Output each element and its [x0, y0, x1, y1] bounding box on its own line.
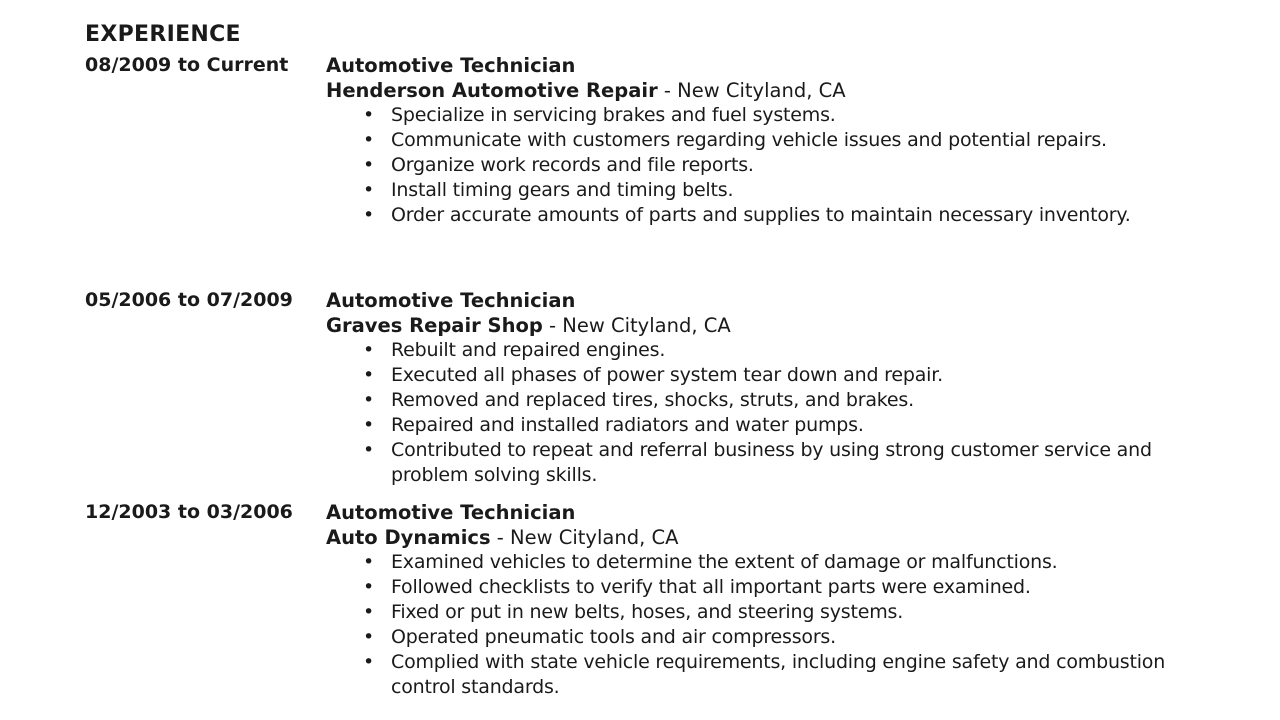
job-company-line [326, 313, 1226, 338]
duty-item: • Repaired and installed radiators and water pumps. [391, 413, 1226, 438]
job-dates: 08/2009 to Current [85, 54, 289, 76]
duty-item: • Removed and replaced tires, shocks, struts, and brakes. [391, 388, 1226, 413]
duties-list [326, 103, 1226, 228]
duty-item: • Order accurate amounts of parts and supplies to maintain necessary inventory. [391, 203, 1191, 228]
job-title: Automotive Technician [326, 54, 576, 77]
duty-item: • Rebuilt and repaired engines. [391, 338, 1226, 363]
section-heading: EXPERIENCE [85, 22, 241, 47]
duty-item: • Fixed or put in new belts, hoses, and steering systems. [391, 600, 1226, 625]
job-dates: 05/2006 to 07/2009 [85, 289, 293, 311]
company-location: - New Cityland, CA [542, 314, 731, 337]
company-name: Auto Dynamics [326, 526, 491, 549]
duty-item: • Executed all phases of power system tear down and repair. [391, 363, 1226, 388]
company-name: Henderson Automotive Repair [326, 79, 658, 102]
job-details [326, 288, 1226, 488]
duties-list [326, 550, 1226, 700]
duty-item: • Organize work records and file reports. [391, 153, 1226, 178]
duty-item: • Communicate with customers regarding vehicle issues and potential repairs. [391, 128, 1181, 153]
duty-item: • Install timing gears and timing belts. [391, 178, 1226, 203]
duty-item: • Examined vehicles to determine the extent of damage or malfunctions. [391, 550, 1226, 575]
duty-item: • Contributed to repeat and referral business by using strong customer service and problem solving skills. [391, 438, 1181, 488]
company-location: - New Cityland, CA [490, 526, 679, 549]
job-title: Automotive Technician [326, 501, 576, 524]
job-details [326, 53, 1226, 228]
duty-item: • Specialize in servicing brakes and fuel systems. [391, 103, 1226, 128]
job-title: Automotive Technician [326, 289, 576, 312]
duty-item: • Operated pneumatic tools and air compressors. [391, 625, 1226, 650]
duty-item: • Complied with state vehicle requirements, including engine safety and combustion control standards. [391, 650, 1206, 700]
job-dates: 12/2003 to 03/2006 [85, 501, 293, 523]
duty-item: • Followed checklists to verify that all important parts were examined. [391, 575, 1226, 600]
company-location: - New Cityland, CA [657, 79, 846, 102]
job-company-line [326, 525, 1226, 550]
duties-list [326, 338, 1226, 488]
job-details [326, 500, 1226, 700]
job-company-line [326, 78, 1226, 103]
company-name: Graves Repair Shop [326, 314, 543, 337]
